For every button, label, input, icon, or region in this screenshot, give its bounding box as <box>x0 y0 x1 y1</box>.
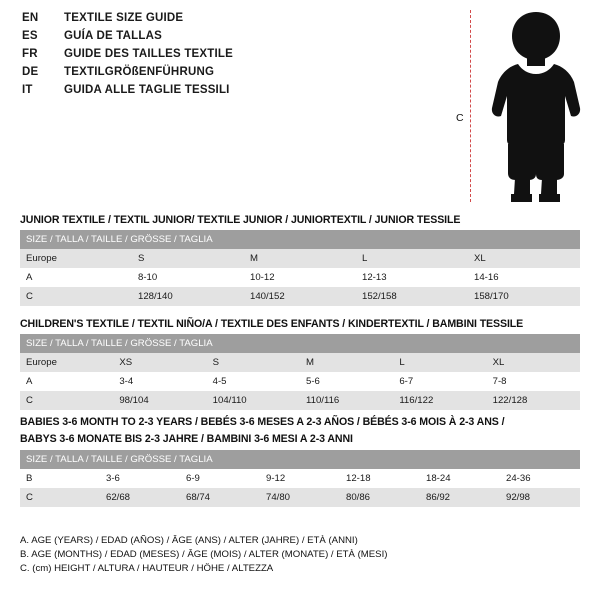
cell-b-24-36: 24-36 <box>500 469 580 488</box>
table-row <box>20 249 580 268</box>
section-babies <box>20 416 580 507</box>
section-title-junior: JUNIOR TEXTILE / TEXTIL JUNIOR/ TEXTILE JUNIOR / JUNIORTEXTIL / JUNIOR TESSILE <box>20 214 461 226</box>
cell-a-xs: 3-4 <box>113 372 206 391</box>
table-row <box>20 488 580 507</box>
legend-line-c: C. (cm) HEIGHT / ALTURA / HAUTEUR / HÖHE / ALTEZZA <box>20 563 274 574</box>
cell-c-92-98: 92/98 <box>500 488 580 507</box>
measure-label-c: C <box>456 112 464 124</box>
header-title-fr: GUIDE DES TAILLES TEXTILE <box>64 48 233 60</box>
cell-a-l: 6-7 <box>393 372 486 391</box>
cell-size-xl: XL <box>487 353 580 372</box>
header <box>22 12 442 102</box>
table-row <box>20 287 580 306</box>
table-babies <box>20 450 580 507</box>
table-row <box>20 268 580 287</box>
section-title-children: CHILDREN'S TEXTILE / TEXTIL NIÑO/A / TEXTILE DES ENFANTS / KINDERTEXTIL / BAMBINI TESSILE <box>20 318 524 330</box>
cell-c-m: 110/116 <box>300 391 393 410</box>
cell-b-12-18: 12-18 <box>340 469 420 488</box>
cell-c-xl: 122/128 <box>487 391 580 410</box>
table-header-row <box>20 230 580 249</box>
cell-size-xl: XL <box>468 249 580 268</box>
table-row <box>20 353 580 372</box>
header-row <box>22 84 442 102</box>
header-title-it: GUIDA ALLE TAGLIE TESSILI <box>64 84 230 96</box>
cell-b-18-24: 18-24 <box>420 469 500 488</box>
cell-a-m: 10-12 <box>244 268 356 287</box>
cell-c-l: 152/158 <box>356 287 468 306</box>
cell-size-xs: XS <box>113 353 206 372</box>
cell-europe: Europe <box>20 353 113 372</box>
cell-b-9-12: 9-12 <box>260 469 340 488</box>
cell-b-6-9: 6-9 <box>180 469 260 488</box>
header-row <box>22 12 442 30</box>
cell-c-86-92: 86/92 <box>420 488 500 507</box>
cell-c-s: 104/110 <box>207 391 300 410</box>
table-children <box>20 334 580 410</box>
size-header-label: SIZE / TALLA / TAILLE / GRÖSSE / TAGLIA <box>20 334 580 353</box>
table-row <box>20 372 580 391</box>
cell-size-l: L <box>356 249 468 268</box>
language-code-de: DE <box>22 66 39 78</box>
section-children <box>20 318 580 410</box>
language-code-en: EN <box>22 12 39 24</box>
header-row <box>22 48 442 66</box>
cell-size-m: M <box>244 249 356 268</box>
cell-a-s: 4-5 <box>207 372 300 391</box>
section-junior <box>20 214 580 306</box>
size-header-label: SIZE / TALLA / TAILLE / GRÖSSE / TAGLIA <box>20 230 580 249</box>
header-row <box>22 30 442 48</box>
cell-europe: Europe <box>20 249 132 268</box>
toddler-silhouette-icon <box>480 8 590 204</box>
row-label-b: B <box>20 469 100 488</box>
cell-a-m: 5-6 <box>300 372 393 391</box>
cell-c-68-74: 68/74 <box>180 488 260 507</box>
cell-a-xl: 14-16 <box>468 268 580 287</box>
language-code-it: IT <box>22 84 33 96</box>
language-code-es: ES <box>22 30 38 42</box>
table-row <box>20 391 580 410</box>
cell-c-62-68: 62/68 <box>100 488 180 507</box>
cell-size-s: S <box>132 249 244 268</box>
row-label-a: A <box>20 372 113 391</box>
section-title-babies-line2: BABYS 3-6 MONATE BIS 2-3 JAHRE / BAMBINI 3-6 MESI A 2-3 ANNI <box>20 433 353 445</box>
header-row <box>22 66 442 84</box>
legend <box>20 534 580 576</box>
header-title-en: TEXTILE SIZE GUIDE <box>64 12 184 24</box>
legend-line-a: A. AGE (YEARS) / EDAD (AÑOS) / ÂGE (ANS) / ALTER (JAHRE) / ETÀ (ANNI) <box>20 535 358 546</box>
cell-c-80-86: 80/86 <box>340 488 420 507</box>
cell-c-xs: 98/104 <box>113 391 206 410</box>
row-label-a: A <box>20 268 132 287</box>
cell-size-l: L <box>393 353 486 372</box>
cell-b-3-6: 3-6 <box>100 469 180 488</box>
table-header-row <box>20 334 580 353</box>
height-measure-line <box>470 10 471 202</box>
figure-area <box>452 8 592 204</box>
table-junior <box>20 230 580 306</box>
cell-size-s: S <box>207 353 300 372</box>
row-label-c: C <box>20 391 113 410</box>
cell-c-l: 116/122 <box>393 391 486 410</box>
legend-line-b: B. AGE (MONTHS) / EDAD (MESES) / ÂGE (MOIS) / ALTER (MONATE) / ETÀ (MESI) <box>20 549 388 560</box>
size-header-label: SIZE / TALLA / TAILLE / GRÖSSE / TAGLIA <box>20 450 580 469</box>
cell-c-m: 140/152 <box>244 287 356 306</box>
cell-a-xl: 7-8 <box>487 372 580 391</box>
header-title-es: GUÍA DE TALLAS <box>64 30 162 42</box>
cell-c-xl: 158/170 <box>468 287 580 306</box>
table-header-row <box>20 450 580 469</box>
table-row <box>20 469 580 488</box>
header-title-de: TEXTILGRÖßENFÜHRUNG <box>64 66 215 78</box>
section-title-babies-line1: BABIES 3-6 MONTH TO 2-3 YEARS / BEBÉS 3-6 MESES A 2-3 AÑOS / BÉBÉS 3-6 MOIS À 2-3 ANS / <box>20 416 505 428</box>
cell-c-s: 128/140 <box>132 287 244 306</box>
cell-a-l: 12-13 <box>356 268 468 287</box>
cell-c-74-80: 74/80 <box>260 488 340 507</box>
cell-size-m: M <box>300 353 393 372</box>
row-label-c: C <box>20 287 132 306</box>
row-label-c: C <box>20 488 100 507</box>
cell-a-s: 8-10 <box>132 268 244 287</box>
language-code-fr: FR <box>22 48 38 60</box>
